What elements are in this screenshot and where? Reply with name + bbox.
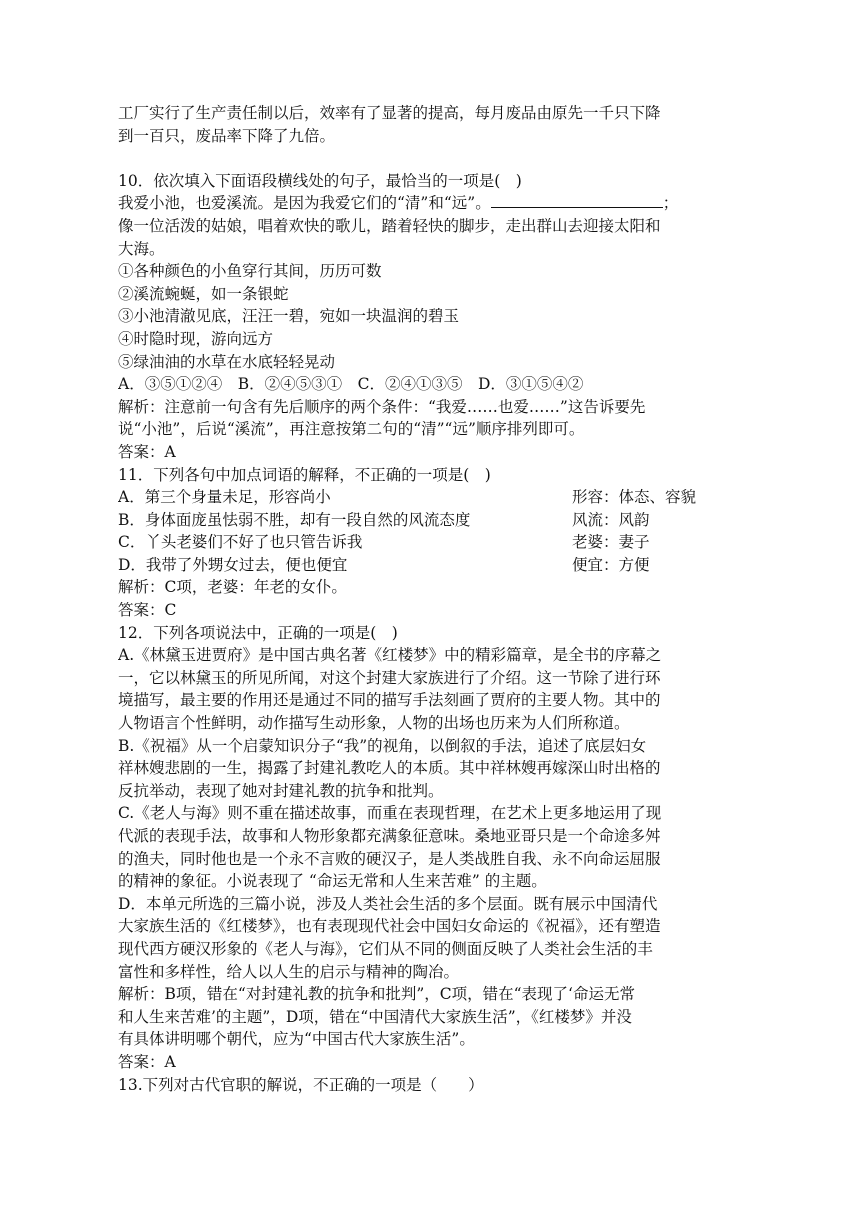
question-12-analysis: 有具体讲明哪个朝代，应为“中国古代大家族生活”。	[118, 1030, 475, 1049]
question-10-analysis: 解析：注意前一句含有先后顺序的两个条件：“我爱……也爱……”这告诉要先	[118, 397, 646, 416]
intro-line: 到一百只，废品率下降了九倍。	[118, 126, 336, 145]
question-12-option-b: B.《祝福》从一个启蒙知识分子“我”的视角，以倒叙的手法，追述了底层妇女	[118, 736, 647, 755]
question-10-passage	[118, 192, 740, 215]
question-12-option-c: 的渔夫，同时他也是一个永不言败的硬汉子，是人类战胜自我、永不向命运屈服	[118, 849, 661, 868]
question-12-option-c: 代派的表现手法，故事和人物形象都充满象征意味。桑地亚哥只是一个命途多舛	[118, 827, 661, 845]
option-sentence: C．丫头老婆们不好了也只管告诉我	[118, 533, 363, 552]
question-10-item: ①各种颜色的小鱼穿行其间，历历可数	[118, 262, 382, 281]
question-12-option-c: 的精神的象征。小说表现了 “命运无常和人生来苦难” 的主题。	[118, 872, 547, 891]
question-12-option-c: C.《老人与海》则不重在描述故事，而重在表现哲理，在艺术上更多地运用了现	[118, 804, 662, 823]
question-12-option-a: 一，它以林黛玉的所见所闻，对这个封建大家族进行了介绍。这一节除了进行环	[118, 668, 661, 687]
question-10-item: ③小池清澈见底，汪汪一碧，宛如一块温润的碧玉	[118, 307, 460, 326]
question-12-stem: 12．下列各项说法中，正确的一项是( )	[118, 623, 398, 642]
passage-punct: ；	[662, 194, 679, 213]
option-gloss: 形容：体态、容貌	[572, 488, 697, 507]
question-10-analysis: 说“小池”，后说“溪流”，再注意按第二句的“清”“远”顺序排列即可。	[118, 420, 585, 439]
question-11-option-row	[118, 531, 740, 554]
intro-line: 工厂实行了生产责任制以后，效率有了显著的提高，每月废品由原先一千只下降	[118, 104, 661, 122]
question-11-answer: 答案：C	[118, 601, 177, 620]
option-gloss: 风流：风韵	[572, 510, 650, 529]
question-12-option-b: 祥林嫂悲剧的一生，揭露了封建礼教吃人的本质。其中祥林嫂再嫁深山时出格的	[118, 759, 661, 778]
spacer	[118, 147, 740, 170]
option-sentence: D．我带了外甥女过去，便也便宜	[118, 555, 348, 574]
question-11-analysis: 解析：C项，老婆：年老的女仆。	[118, 578, 347, 597]
option-gloss: 老婆：妻子	[572, 533, 650, 552]
question-12-option-d: 现代西方硬汉形象的《老人与海》，它们从不同的侧面反映了人类社会生活的丰	[118, 939, 653, 958]
question-12-analysis: 解析：B项，错在“对封建礼教的抗争和批判”，C项，错在“表现了‘命运无常	[118, 985, 635, 1004]
question-11-option-row	[118, 509, 740, 532]
question-10-item: ④时隐时现，游向远方	[118, 329, 274, 348]
question-10-passage: 像一位活泼的姑娘，唱着欢快的歌儿，踏着轻快的脚步，走出群山去迎接太阳和	[118, 216, 661, 235]
question-11-option-row	[118, 486, 740, 509]
option-gloss: 便宜：方便	[572, 555, 650, 574]
question-12-answer: 答案：A	[118, 1052, 176, 1071]
question-10-passage: 大海。	[118, 239, 165, 258]
question-12-option-a: 人物语言个性鲜明，动作描写生动形象，人物的出场也历来为人们所称道。	[118, 714, 630, 733]
question-12-option-d: 大家族生活的《红楼梦》，也有表现现代社会中国妇女命运的《祝福》，还有塑造	[118, 917, 661, 936]
question-12-option-b: 反抗举动，表现了她对封建礼教的抗争和批判。	[118, 781, 444, 800]
question-12-analysis: 和人生来苦难’的主题”，D项，错在“中国清代大家族生活”，《红楼梦》并没	[118, 1007, 632, 1026]
question-10-item: ②溪流蜿蜒，如一条银蛇	[118, 284, 289, 303]
question-12-option-d: 富性和多样性，给人以人生的启示与精神的陶冶。	[118, 962, 460, 981]
option-sentence: B．身体面庞虽怯弱不胜，却有一段自然的风流态度	[118, 510, 471, 529]
question-11-option-row	[118, 554, 740, 577]
question-13-stem: 13.下列对古代官职的解说，不正确的一项是（ ）	[118, 1075, 484, 1094]
question-12-option-a: A.《林黛玉进贾府》是中国古典名著《红楼梦》中的精彩篇章，是全书的序幕之	[118, 646, 662, 665]
passage-text: 我爱小池，也爱溪流。是因为我爱它们的“清”和“远”。	[118, 194, 491, 213]
question-10-item: ⑤绿油油的水草在水底轻轻晃动	[118, 352, 336, 371]
question-10-answer: 答案：A	[118, 442, 176, 461]
question-10-options: A．③⑤①②④ B．②④⑤③① C．②④①③⑤ D．③①⑤④②	[118, 375, 584, 394]
document-body	[118, 102, 740, 1096]
question-12-option-d: D．本单元所选的三篇小说，涉及人类社会生活的多个层面。既有展示中国清代	[118, 894, 658, 913]
question-10-stem: 10．依次填入下面语段横线处的句子，最恰当的一项是( )	[118, 171, 522, 190]
question-12-option-a: 境描写，最主要的作用还是通过不同的描写手法刻画了贾府的主要人物。其中的	[118, 691, 661, 710]
question-11-stem: 11．下列各句中加点词语的解释，不正确的一项是( )	[118, 465, 491, 484]
fill-blank	[491, 192, 663, 208]
option-sentence: A．第三个身量未足，形容尚小	[118, 488, 331, 507]
